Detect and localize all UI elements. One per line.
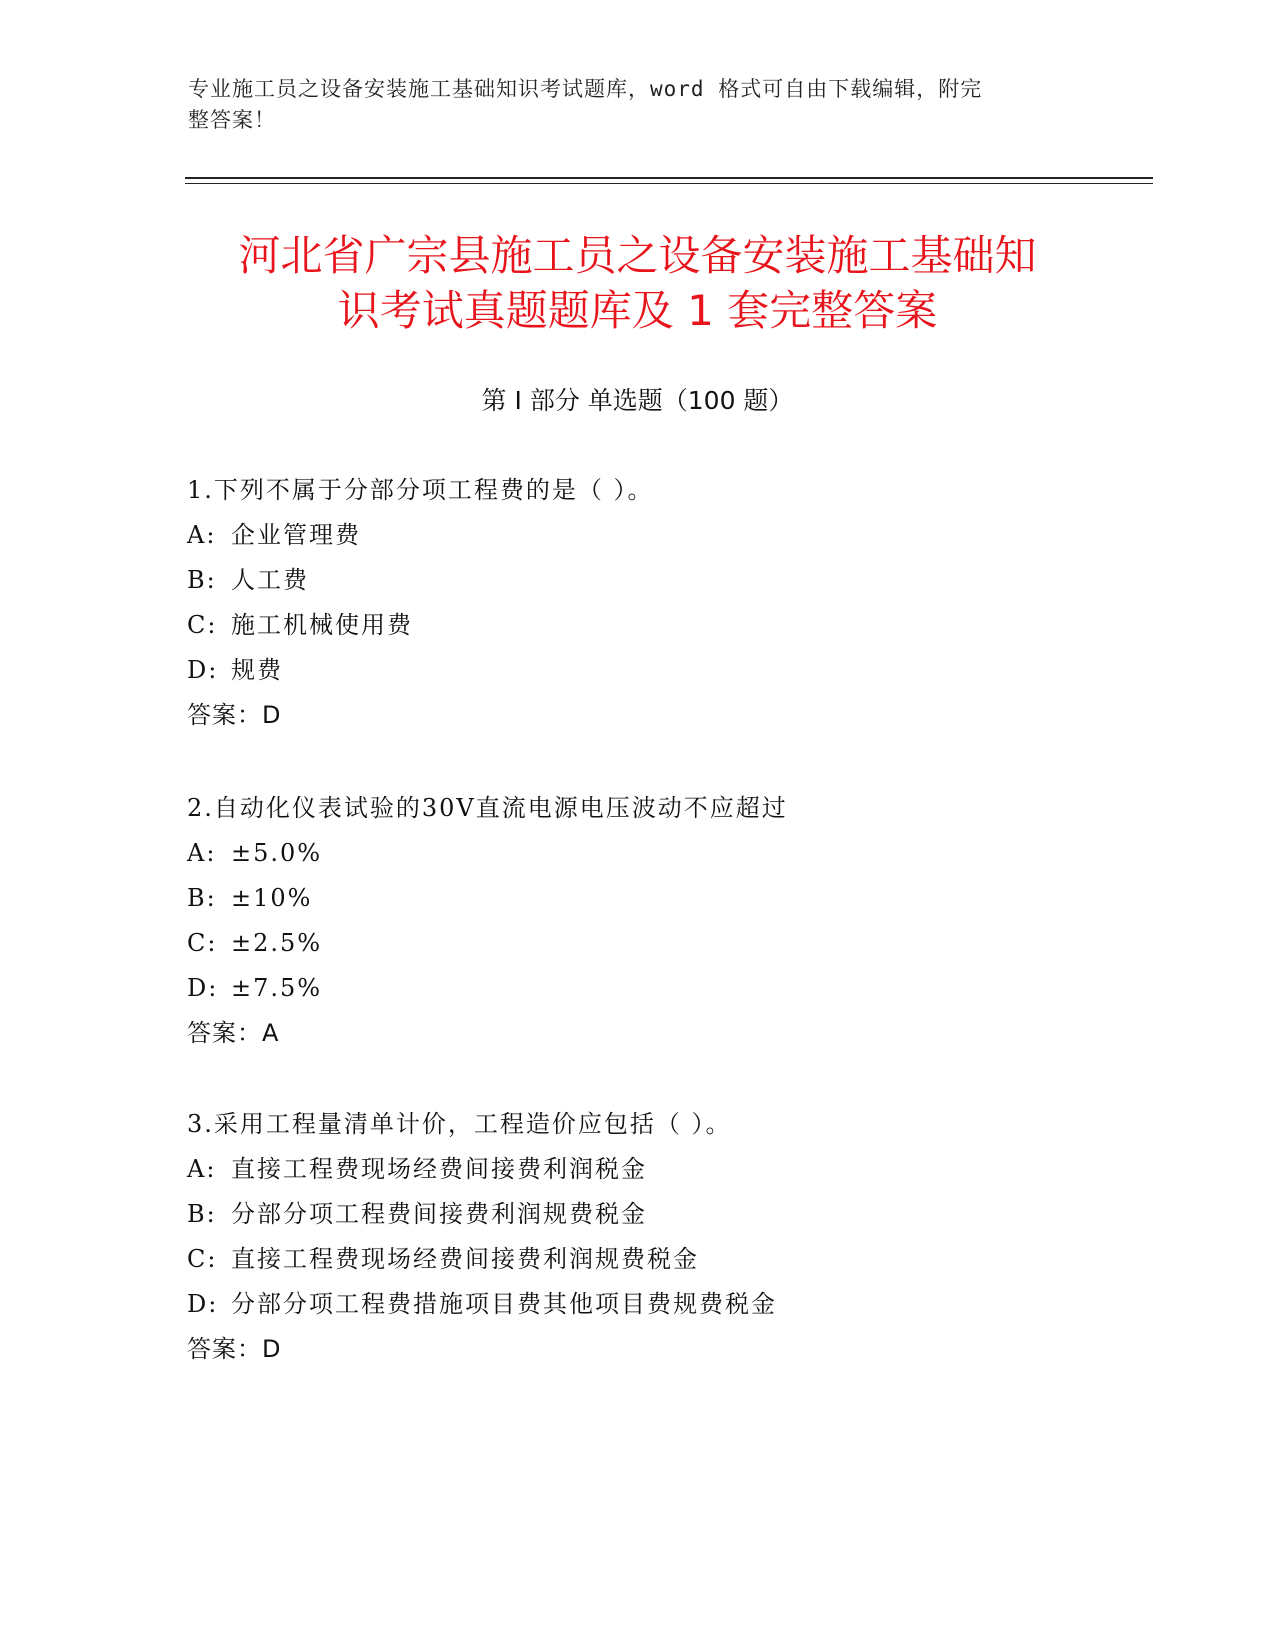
answer: 答案：D: [187, 701, 282, 729]
option-a: [187, 513, 1147, 558]
header-divider-thick: [185, 177, 1153, 179]
option-text: 人工费: [231, 566, 309, 594]
answer: 答案：D: [187, 1335, 282, 1363]
option-letter: D:: [187, 974, 219, 1002]
option-letter: A:: [187, 1155, 217, 1183]
option-letter: B:: [187, 566, 217, 594]
option-b: [187, 558, 1147, 603]
option-c: [187, 603, 1147, 648]
option-letter: B:: [187, 1200, 217, 1228]
option-c: [187, 1237, 1147, 1282]
question-stem: 3.采用工程量清单计价，工程造价应包括（ ）。: [187, 1110, 732, 1138]
question-stem: 1.下列不属于分部分项工程费的是（ ）。: [187, 476, 654, 504]
option-a: [187, 831, 1147, 876]
header-note: [188, 74, 1088, 136]
option-text: 直接工程费现场经费间接费利润规费税金: [231, 1245, 699, 1273]
option-text: ±5.0%: [231, 839, 323, 867]
option-letter: C:: [187, 611, 218, 639]
option-text: ±7.5%: [231, 974, 323, 1002]
option-b: [187, 876, 1147, 921]
option-d: [187, 966, 1147, 1011]
option-letter: D:: [187, 656, 219, 684]
option-letter: D:: [187, 1290, 219, 1318]
option-b: [187, 1192, 1147, 1237]
option-d: [187, 1282, 1147, 1327]
option-text: 规费: [231, 656, 283, 684]
header-note-line-1: 专业施工员之设备安装施工基础知识考试题库，word 格式可自由下载编辑，附完: [188, 77, 983, 101]
option-letter: C:: [187, 1245, 218, 1273]
document-title-line-2: 识考试真题题库及 1 套完整答案: [337, 286, 938, 335]
option-text: 直接工程费现场经费间接费利润税金: [231, 1155, 647, 1183]
option-text: 分部分项工程费间接费利润规费税金: [231, 1200, 647, 1228]
question-3: [187, 1102, 1147, 1372]
option-letter: A:: [187, 839, 217, 867]
option-letter: C:: [187, 929, 218, 957]
option-text: 施工机械使用费: [231, 611, 413, 639]
document-title: [150, 228, 1125, 338]
question-2: [187, 786, 1147, 1056]
header-note-line-2: 整答案！: [188, 108, 276, 132]
question-1: [187, 468, 1147, 738]
option-a: [187, 1147, 1147, 1192]
section-heading: 第 I 部分 单选题（100 题）: [481, 386, 794, 415]
document-title-line-1: 河北省广宗县施工员之设备安装施工基础知: [238, 231, 1037, 280]
option-c: [187, 921, 1147, 966]
option-text: 分部分项工程费措施项目费其他项目费规费税金: [231, 1290, 777, 1318]
answer: 答案：A: [187, 1019, 280, 1047]
question-stem: 2.自动化仪表试验的30V直流电源电压波动不应超过: [187, 794, 788, 822]
option-d: [187, 648, 1147, 693]
header-divider-thin: [185, 183, 1153, 184]
option-text: ±10%: [231, 884, 313, 912]
option-letter: A:: [187, 521, 217, 549]
option-text: ±2.5%: [231, 929, 323, 957]
option-text: 企业管理费: [231, 521, 361, 549]
option-letter: B:: [187, 884, 217, 912]
